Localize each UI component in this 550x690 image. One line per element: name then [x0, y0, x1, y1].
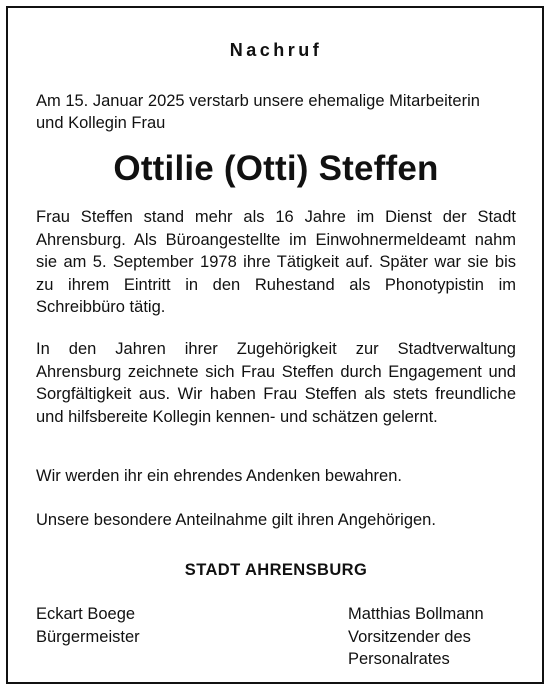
intro-text — [36, 90, 516, 134]
notice-heading: Nachruf — [229, 40, 323, 60]
signatory-mayor — [36, 603, 140, 648]
organization-name: STADT AHRENSBURG — [184, 561, 368, 579]
signatory-staff-council — [348, 603, 484, 671]
signatory-title: Personalrates — [348, 650, 450, 668]
notice-border — [6, 6, 544, 684]
signatory-name: Matthias Bollmann — [348, 605, 484, 623]
signatory-title: Vorsitzender des — [348, 627, 471, 646]
deceased-name: Ottilie (Otti) Steffen — [113, 149, 439, 188]
paragraph-career: Frau Steffen stand mehr als 16 Jahre im Dienst der Stadt Ahrensburg. Als Büroangestellte im Einwohnermeldeamt nahm sie am 5. September 1978 ihre Tätigkeit auf. Später war sie bis zu ihrem Eintritt in den Ruhestand als Phonotypistin im Schreibbüro tätig. — [36, 208, 516, 316]
paragraph-tribute: In den Jahren ihrer Zugehörigkeit zur Stadtverwaltung Ahrensburg zeichnete sich Frau Steffen durch Engagement und Sorgfältigkeit aus. Wir haben Frau Steffen als stets freundliche und hilfsbereite Kollegin kennen- und schätzen gelernt. — [36, 340, 516, 426]
intro-line: und Kollegin Frau — [36, 114, 166, 132]
paragraph-remembrance: Wir werden ihr ein ehrendes Andenken bewahren. — [36, 467, 402, 485]
signatory-name: Eckart Boege — [36, 605, 136, 623]
paragraph-condolence: Unsere besondere Anteilnahme gilt ihren Angehörigen. — [36, 511, 436, 529]
intro-line: Am 15. Januar 2025 verstarb unsere ehemalige Mitarbeiterin — [36, 92, 480, 110]
signatory-title: Bürgermeister — [36, 627, 140, 646]
